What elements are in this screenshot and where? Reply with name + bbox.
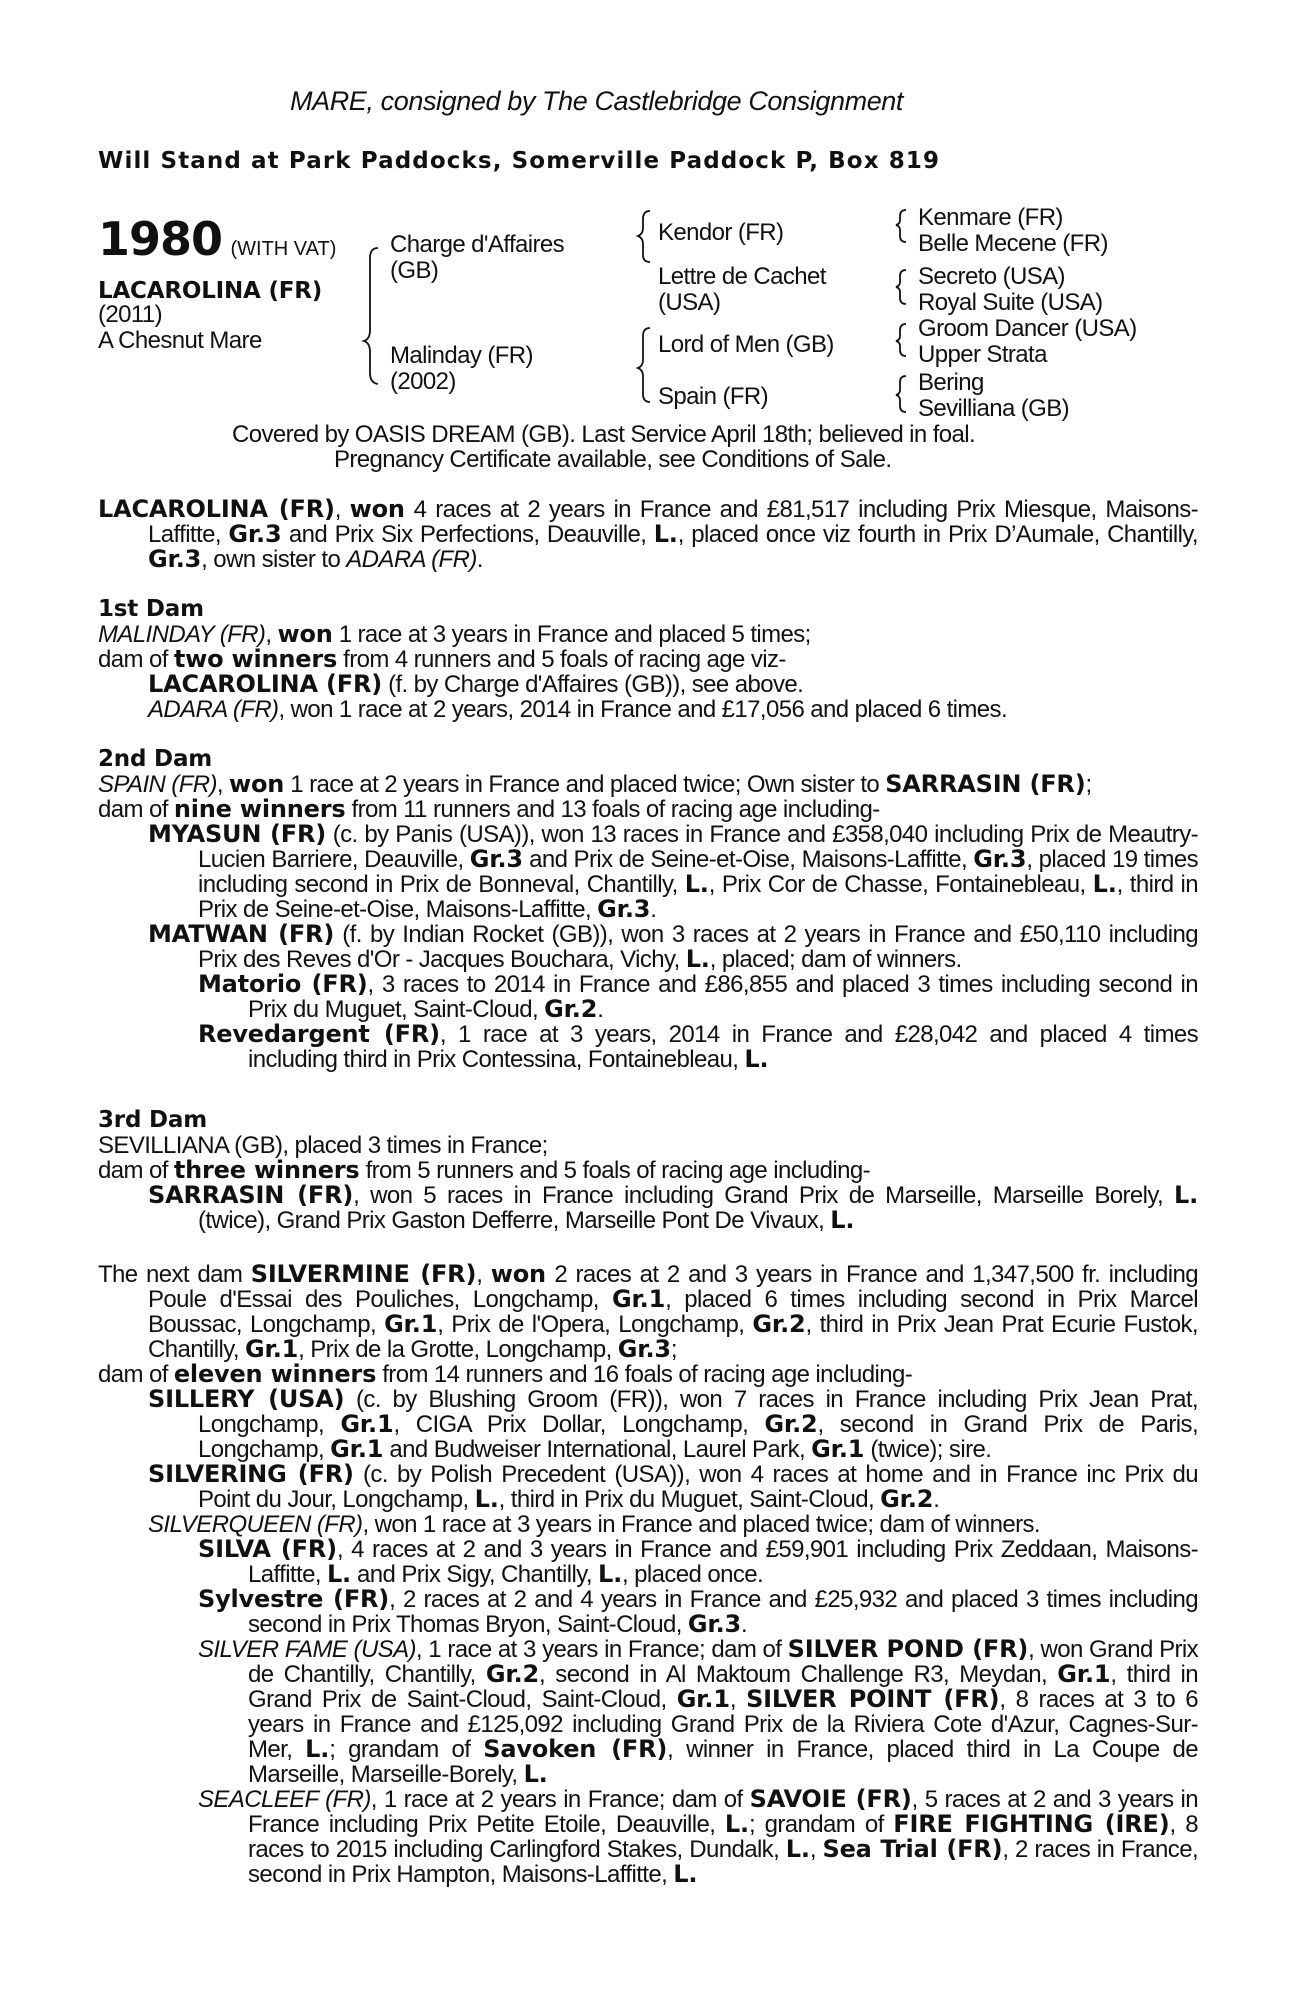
dam-text: 2 races at 2 and 3 years in France and 1,347,500 fr. including Poule d'Essai des Pouliches, Longchamp, xyxy=(148,1261,1198,1313)
progeny-text: , second in Al Maktoum Challenge R3, Meydan, xyxy=(539,1661,1058,1688)
progeny-text: , won 1 race at 2 years, 2014 in France and £17,056 and placed 6 times. xyxy=(278,696,1008,723)
progeny-text: . xyxy=(741,1611,748,1638)
listed-label: L. xyxy=(684,870,709,898)
progeny-text: ; grandam of xyxy=(329,1736,484,1763)
listed-label: L. xyxy=(305,1735,330,1763)
won-label: won xyxy=(490,1260,546,1288)
progeny-text: , CIGA Prix Dollar, Longchamp, xyxy=(393,1411,765,1438)
dam-text: dam of xyxy=(98,646,174,673)
first-dam-name: MALINDAY (FR) xyxy=(98,621,266,648)
won-label: won xyxy=(229,770,285,798)
won-label: won xyxy=(277,620,333,648)
grade-label: Gr.3 xyxy=(687,1610,742,1638)
progeny-name: SAVOIE (FR) xyxy=(749,1785,912,1813)
dam-text: dam of xyxy=(98,796,174,823)
vat-note: (WITH VAT) xyxy=(230,238,337,260)
third-dam-section xyxy=(98,1108,1198,1233)
sister-name: ADARA (FR) xyxy=(346,546,477,573)
ped-lord-of-men: Lord of Men (GB) xyxy=(658,331,834,358)
progeny-text: , 5 races at 2 and 3 years in France including Prix Petite Etoile, Deauville, xyxy=(248,1786,1198,1838)
ped-kenmare: Kenmare (FR) xyxy=(918,204,1063,231)
dam-text: ; xyxy=(1085,771,1092,798)
progeny-text: , xyxy=(729,1686,747,1713)
ped-royal-suite: Royal Suite (USA) xyxy=(918,289,1103,316)
progeny-text: and Prix Sigy, Chantilly, xyxy=(350,1561,598,1588)
progeny-name: Revedargent (FR) xyxy=(198,1020,440,1048)
grade-label: Gr.1 xyxy=(811,1435,865,1463)
dam-text: The next dam xyxy=(98,1261,251,1288)
ped-upper-strata: Upper Strata xyxy=(918,341,1047,368)
progeny-text: , third in Prix de Seine-et-Oise, Maisons-Laffitte, xyxy=(198,871,1199,923)
grade-label: Gr.3 xyxy=(469,845,523,873)
progeny-text: and Prix de Seine-et-Oise, Maisons-Laffitte, xyxy=(522,846,974,873)
brace-gen3-2 xyxy=(896,270,906,304)
horse-name: LACAROLINA (FR) xyxy=(98,278,323,304)
grade-label: Gr.3 xyxy=(597,895,651,923)
grade-label: Gr.3 xyxy=(228,520,282,548)
third-dam-heading: 3rd Dam xyxy=(98,1107,207,1133)
summary-text: , placed once viz fourth in Prix D’Aumale, Chantilly, xyxy=(677,521,1199,548)
progeny-name: SILVER FAME (USA) xyxy=(198,1636,416,1663)
progeny-name: Sylvestre (FR) xyxy=(198,1585,390,1613)
progeny-text: and Budweiser International, Laurel Park, xyxy=(383,1436,812,1463)
progeny-text: (c. by Polish Precedent (USA)), won 4 races at home and in France inc Prix du Point du Jour, Longchamp, xyxy=(198,1461,1198,1513)
next-dam-section xyxy=(98,1262,1198,1887)
progeny-text: , placed 19 times including second in Prix de Bonneval, Chantilly, xyxy=(198,846,1198,898)
winners-count: nine winners xyxy=(173,795,346,823)
listed-label: L. xyxy=(1092,870,1117,898)
listed-label: L. xyxy=(785,1835,810,1863)
dam-text: dam of xyxy=(98,1157,174,1184)
progeny-text: , 1 race at 3 years, 2014 in France and £28,042 and placed 4 times including third in Prix Contessina, Fontainebleau, xyxy=(248,1021,1198,1073)
grade-label: Gr.3 xyxy=(973,845,1027,873)
progeny-name: SILVA (FR) xyxy=(198,1535,337,1563)
winners-count: two winners xyxy=(173,645,338,673)
ped-belle-mecene: Belle Mecene (FR) xyxy=(918,230,1108,257)
dam-text: from 14 runners and 16 foals of racing age including- xyxy=(376,1361,913,1388)
dam-text: , third in Prix Jean Prat Ecurie Fustok, Chantilly, xyxy=(148,1311,1198,1363)
progeny-text: (twice); sire. xyxy=(864,1436,992,1463)
listed-label: L. xyxy=(673,1860,698,1888)
progeny-text: . xyxy=(597,996,604,1023)
grade-label: Gr.1 xyxy=(330,1435,384,1463)
dam-name: Malinday (FR) xyxy=(390,342,533,369)
listed-label: L. xyxy=(653,520,678,548)
dam-text: from 5 runners and 5 foals of racing age including- xyxy=(359,1157,870,1184)
progeny-text: , placed; dam of winners. xyxy=(709,946,962,973)
progeny-text: , third in Grand Prix de Saint-Cloud, Saint-Cloud, xyxy=(248,1661,1198,1713)
ped-kendor: Kendor (FR) xyxy=(658,219,784,246)
grade-label: Gr.3 xyxy=(148,545,202,573)
progeny-text: (f. by Indian Rocket (GB)), won 3 races at 2 years in France and £50,110 including Prix des Reves d'Or - Jacques Bouchara, Vichy, xyxy=(198,921,1198,973)
second-dam-section: 2nd Dam SPAIN (FR), won 1 race at 2 years in France and placed twice; Own sister to SARRASIN (FR); dam of nine winners from 11 runners and 13 foals of racing age including- MYASUN (FR) (c. by Panis (USA)), won 13 races in France and £358,040 including Prix de Meautry- Lucien Barriere, Deauville, Gr.3 and Prix de Seine-et-Oise, Maisons-Laffitte, Gr.3, placed 19 times including second in Prix de Bonneval, Chantilly, L., Prix Cor de Chasse, Fontainebleau, L., third in Prix de Seine-et-Oise, Maisons-Laffitte, Gr.3. MATWAN (FR) (f. by Indian Rocket (GB)), won 3 races at 2 years in France and £50,110 including Prix des Reves d'Or - Jacques Bouchara, Vichy, L., placed; dam of winners. Matorio (FR), 3 races to 2014 in France and £86,855 and placed 3 times including second in Prix du Muguet, Saint-Cloud, Gr.2. Revedargent (FR), 1 race at 3 years, 2014 in France and £28,042 and placed 4 times including third in Prix Contessina, Fontainebleau, L. xyxy=(98,746,1199,1073)
listed-label: L. xyxy=(523,1760,548,1788)
progeny-text: , won 5 races in France including Grand Prix de Marseille, Marseille Borely, xyxy=(353,1182,1174,1209)
second-dam-name: SPAIN (FR) xyxy=(98,771,217,798)
summary-name: LACAROLINA (FR) xyxy=(98,495,335,523)
pregnancy-note: Pregnancy Certificate available, see Conditions of Sale. xyxy=(334,446,892,473)
listed-label: L. xyxy=(724,1810,749,1838)
progeny-text: , 3 races to 2014 in France and £86,855 and placed 3 times including second in Prix du Muguet, Saint-Cloud, xyxy=(248,971,1199,1023)
horse-year: (2011) xyxy=(98,301,162,328)
dam-text: , placed 6 times including second in Prix Marcel Boussac, Longchamp, xyxy=(148,1286,1198,1338)
listed-label: L. xyxy=(597,1560,622,1588)
progeny-text: , 8 races to 2015 including Carlingford Stakes, Dundalk, xyxy=(248,1811,1198,1863)
grade-label: Gr.1 xyxy=(340,1410,394,1438)
progeny-text: , 2 races at 2 and 4 years in France and £25,932 and placed 3 times including second in Prix Thomas Bryon, Saint-Cloud, xyxy=(248,1586,1198,1638)
progeny-text: (c. by Blushing Groom (FR)), won 7 races in France including Prix Jean Prat, Longchamp, xyxy=(198,1386,1198,1438)
progeny-text: , won Grand Prix de Chantilly, Chantilly, xyxy=(248,1636,1198,1688)
sire-name: Charge d'Affaires xyxy=(390,231,565,258)
summary-text: 4 races at 2 years in France and £81,517 including Prix Miesque, Maisons-Laffitte, xyxy=(148,496,1198,548)
progeny-name: ADARA (FR) xyxy=(148,696,279,723)
listed-label: L. xyxy=(474,1485,499,1513)
progeny-text: (c. by Panis (USA)), won 13 races in France and £358,040 including Prix de Meautry- Lucien Barriere, Deauville, xyxy=(198,821,1198,873)
listed-label: L. xyxy=(326,1560,351,1588)
ped-spain: Spain (FR) xyxy=(658,383,769,410)
summary-text: and Prix Six Perfections, Deauville, xyxy=(281,521,654,548)
progeny-name: SEACLEEF (FR) xyxy=(198,1786,371,1813)
progeny-name: Matorio (FR) xyxy=(198,970,368,998)
summary-text: . xyxy=(476,546,483,573)
ped-bering: Bering xyxy=(918,369,984,396)
first-dam-heading: 1st Dam xyxy=(98,596,204,622)
sire-country: (GB) xyxy=(390,257,439,284)
progeny-text: (twice), Grand Prix Gaston Defferre, Marseille Pont De Vivaux, xyxy=(198,1207,831,1234)
dam-text: ; xyxy=(670,1336,677,1363)
progeny-text: , won 1 race at 3 years in France and placed twice; dam of winners. xyxy=(362,1511,1040,1538)
dam-text: , Prix de l'Opera, Longchamp, xyxy=(437,1311,753,1338)
grade-label: Gr.1 xyxy=(1057,1660,1111,1688)
progeny-name: SILVER POND (FR) xyxy=(787,1635,1029,1663)
grade-label: Gr.2 xyxy=(764,1410,818,1438)
progeny-text: (f. by Charge d'Affaires (GB)), see above. xyxy=(382,671,804,698)
listed-label: L. xyxy=(830,1206,855,1234)
ped-groom-dancer: Groom Dancer (USA) xyxy=(918,315,1137,342)
first-dam-section: 1st Dam MALINDAY (FR), won 1 race at 3 years in France and placed 5 times; dam of two winners from 4 runners and 5 foals of racing age viz- LACAROLINA (FR) (f. by Charge d'Affaires (GB)), see above. ADARA (FR), won 1 race at 2 years, 2014 in France and £17,056 and placed 6 times. xyxy=(98,597,1198,722)
progeny-name: SILVERING (FR) xyxy=(148,1460,354,1488)
ped-sevilliana: Sevilliana (GB) xyxy=(918,395,1070,422)
pedigree-brackets xyxy=(0,0,1314,440)
progeny-name: SARRASIN (FR) xyxy=(148,1181,354,1209)
grade-label: Gr.1 xyxy=(676,1685,730,1713)
summary-text: , own sister to xyxy=(201,546,347,573)
dam-text: SEVILLIANA (GB), placed 3 times in France; xyxy=(98,1132,548,1159)
progeny-text: , third in Prix du Muguet, Saint-Cloud, xyxy=(498,1486,881,1513)
progeny-text: , 8 races at 3 to 6 years in France and £125,092 including Grand Prix de la Riviera Cote d'Azur, Cagnes-Sur-Mer, xyxy=(248,1686,1198,1763)
brace-gen2-upper xyxy=(638,211,650,262)
progeny-text: , 1 race at 2 years in France; dam of xyxy=(370,1786,750,1813)
dam-text: dam of xyxy=(98,1361,174,1388)
progeny-text: ; grandam of xyxy=(748,1811,894,1838)
listed-label: L. xyxy=(744,1045,769,1073)
progeny-name: SILVER POINT (FR) xyxy=(746,1685,1000,1713)
progeny-name: Savoken (FR) xyxy=(483,1735,668,1763)
dam-year: (2002) xyxy=(390,368,456,395)
progeny-name: MATWAN (FR) xyxy=(148,920,335,948)
progeny-name: SILVERQUEEN (FR) xyxy=(148,1511,363,1538)
grade-label: Gr.2 xyxy=(485,1660,540,1688)
ped-lettre: Lettre de Cachet xyxy=(658,263,826,290)
progeny-text: , 2 races in France, second in Prix Hampton, Maisons-Laffitte, xyxy=(248,1836,1199,1888)
grade-label: Gr.1 xyxy=(245,1335,299,1363)
winners-count: eleven winners xyxy=(173,1360,377,1388)
brace-gen3-4 xyxy=(896,376,906,412)
dam-text: , xyxy=(476,1261,491,1288)
next-dam-name: SILVERMINE (FR) xyxy=(250,1260,477,1288)
horse-summary: LACAROLINA (FR), won 4 races at 2 years in France and £81,517 including Prix Miesque, Maisons-Laffitte, Gr.3 and Prix Six Perfections, Deauville, L., placed once viz fourth in Prix D’Aumale, Chantilly, Gr.3, own sister to ADARA (FR). xyxy=(98,495,1199,573)
progeny-text: , xyxy=(809,1836,823,1863)
grade-label: Gr.2 xyxy=(544,995,598,1023)
grade-label: Gr.1 xyxy=(384,1310,438,1338)
brace-gen3-1 xyxy=(896,210,906,242)
brace-gen1 xyxy=(364,248,378,384)
stand-location: Will Stand at Park Paddocks, Somerville Paddock P, Box 819 xyxy=(98,148,941,174)
grade-label: Gr.2 xyxy=(752,1310,806,1338)
progeny-text: , placed once. xyxy=(622,1561,764,1588)
page-title: MARE, consigned by The Castlebridge Consignment xyxy=(290,86,904,116)
grade-label: Gr.1 xyxy=(611,1285,666,1313)
progeny-text: . xyxy=(650,896,657,923)
progeny-text: , winner in France, placed third in La Coupe de Marseille, Marseille-Borely, xyxy=(248,1736,1198,1788)
progeny-name: MYASUN (FR) xyxy=(148,820,327,848)
progeny-name: SILLERY (USA) xyxy=(148,1385,345,1413)
dam-text: , Prix de la Grotte, Longchamp, xyxy=(298,1336,618,1363)
brace-gen2-lower xyxy=(638,328,650,402)
second-dam-heading: 2nd Dam xyxy=(98,746,213,772)
dam-text: from 11 runners and 13 foals of racing age including- xyxy=(345,796,880,823)
dam-text: 1 race at 3 years in France and placed 5 times; xyxy=(332,621,811,648)
grade-label: Gr.2 xyxy=(880,1485,934,1513)
progeny-text: , 4 races at 2 and 3 years in France and £59,901 including Prix Zeddaan, Maisons-Laffitte, xyxy=(248,1536,1198,1588)
progeny-text: . xyxy=(933,1486,940,1513)
progeny-text: , 1 race at 3 years in France; dam of xyxy=(415,1636,788,1663)
winners-count: three winners xyxy=(173,1156,360,1184)
grade-label: Gr.3 xyxy=(617,1335,671,1363)
progeny-text: , second in Grand Prix de Paris, Longchamp, xyxy=(198,1411,1199,1463)
covered-note: Covered by OASIS DREAM (GB). Last Service April 18th; believed in foal. xyxy=(232,421,976,448)
horse-description: A Chesnut Mare xyxy=(98,327,262,354)
progeny-name: Sea Trial (FR) xyxy=(822,1835,1003,1863)
progeny-name: LACAROLINA (FR) xyxy=(148,670,382,698)
listed-label: L. xyxy=(685,945,710,973)
progeny-text: , Prix Cor de Chasse, Fontainebleau, xyxy=(708,871,1093,898)
ped-lettre-country: (USA) xyxy=(658,289,721,316)
ped-secreto: Secreto (USA) xyxy=(918,263,1065,290)
listed-label: L. xyxy=(1173,1181,1198,1209)
sister-name: SARRASIN (FR) xyxy=(885,770,1086,798)
dam-text: from 4 runners and 5 foals of racing age viz- xyxy=(337,646,786,673)
lot-number: 1980 xyxy=(98,212,223,266)
progeny-name: FIRE FIGHTING (IRE) xyxy=(893,1810,1170,1838)
dam-text: 1 race at 2 years in France and placed twice; Own sister to xyxy=(284,771,886,798)
summary-won: won xyxy=(349,495,405,523)
brace-gen3-3 xyxy=(896,324,906,356)
